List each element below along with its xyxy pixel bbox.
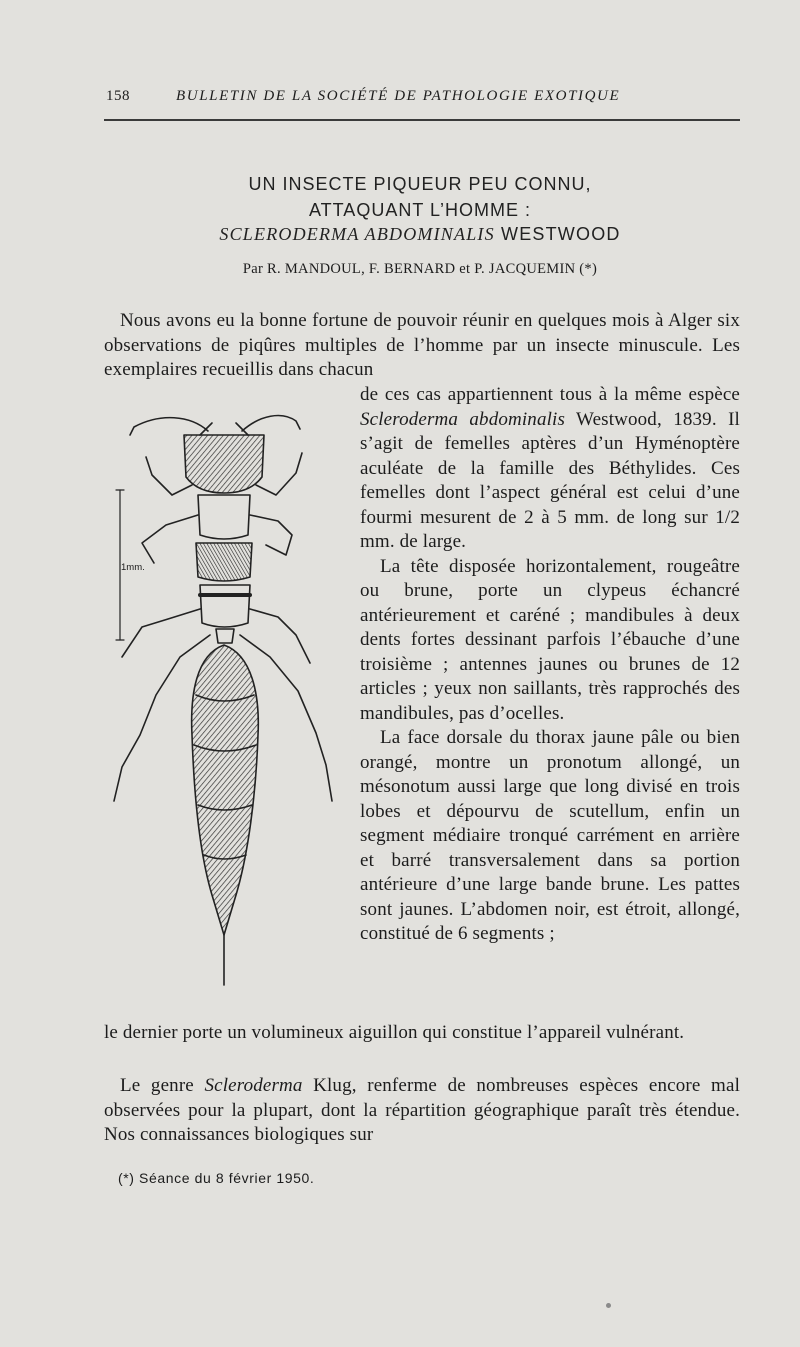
median-segment [200, 585, 250, 627]
scale-label: 1mm. [121, 562, 145, 573]
journal-title: BULLETIN DE LA SOCIÉTÉ DE PATHOLOGIE EXOTIQUE [176, 88, 621, 104]
insect-illustration [100, 395, 350, 995]
text-span: de ces cas appartiennent tous à la même espèce [360, 384, 740, 405]
abdomen [192, 645, 259, 935]
running-head [106, 88, 740, 114]
paragraph-1-continued [360, 383, 740, 555]
left-antenna [130, 418, 208, 435]
text-span: Klug, renferme de nombreuses espèces encore mal observées pour la plupart, dont la répartition géographique paraît très étendue. Nos connaissances biologiques sur [104, 1075, 740, 1145]
paragraph-2: La tête disposée horizontalement, rougeâtre ou brune, porte un clypeus échancré antérieurement et caréné ; mandibules à deux dents fortes dessinant parfois l’ébauche d’une troisième ; antennes jaunes ou brunes de 12 articles ; yeux non saillants, très rapprochés des mandibules, pas d’ocelles. [360, 555, 740, 724]
header-rule [104, 119, 740, 121]
hind-left-leg-upper [122, 609, 200, 657]
genus-italic: Scleroderma [204, 1075, 303, 1096]
paragraph-3-continued: le dernier porte un volumineux aiguillon qui constitue l’appareil vulnérant. [104, 1022, 685, 1043]
species-name: SCLERODERMA ABDOMINALIS [219, 224, 495, 244]
article-title-species [150, 224, 690, 245]
text-span: Westwood, 1839. Il s’agit de femelles aptères d’un Hyménoptère aculéate de la famille des Béthylides. Ces femelles dont l’aspect général est celui d’une fourmi mesurent de 2 à 5 mm. de long sur 1/2 mm. de large. [360, 408, 740, 552]
hind-right-leg-upper [250, 609, 310, 663]
middle-right-leg [250, 515, 292, 555]
insect-head [184, 435, 264, 493]
footnote: (*) Séance du 8 février 1950. [118, 1170, 315, 1186]
wrapped-column [360, 383, 740, 947]
paragraph-1: Nous avons eu la bonne fortune de pouvoir réunir en quelques mois à Alger six observations de piqûres multiples de l’homme par un insecte minuscule. Les exemplaires recueillis dans chacun [104, 310, 740, 380]
article-title-line1: UN INSECTE PIQUEUR PEU CONNU, [248, 174, 592, 194]
article-authors: Par R. MANDOUL, F. BERNARD et P. JACQUEMIN (*) [242, 261, 598, 277]
article-title-line2: ATTAQUANT L’HOMME : [308, 200, 532, 220]
paragraph-4 [104, 1074, 740, 1148]
pronotum [198, 495, 250, 539]
mesonotum [196, 543, 252, 581]
paragraph-3: La face dorsale du thorax jaune pâle ou bien orangé, montre un pronotum allongé, un mésonotum aussi large que long divisé en trois lobes et dépourvu de scutellum, enfin un segment médiaire tronqué carrément en arrière et barré transversalement dans sa portion antérieure d’une large bande brune. Les pattes sont jaunes. L’abdomen noir, est étroit, allongé, constitué de 6 segments ; [360, 727, 740, 944]
species-author: WESTWOOD [494, 224, 621, 244]
right-antenna [242, 416, 300, 431]
page-number: 158 [106, 88, 130, 104]
text-span: Le genre [120, 1075, 205, 1096]
species-italic: Scleroderma abdominalis [360, 408, 565, 430]
ink-spot [606, 1303, 611, 1308]
middle-left-leg [142, 515, 198, 563]
